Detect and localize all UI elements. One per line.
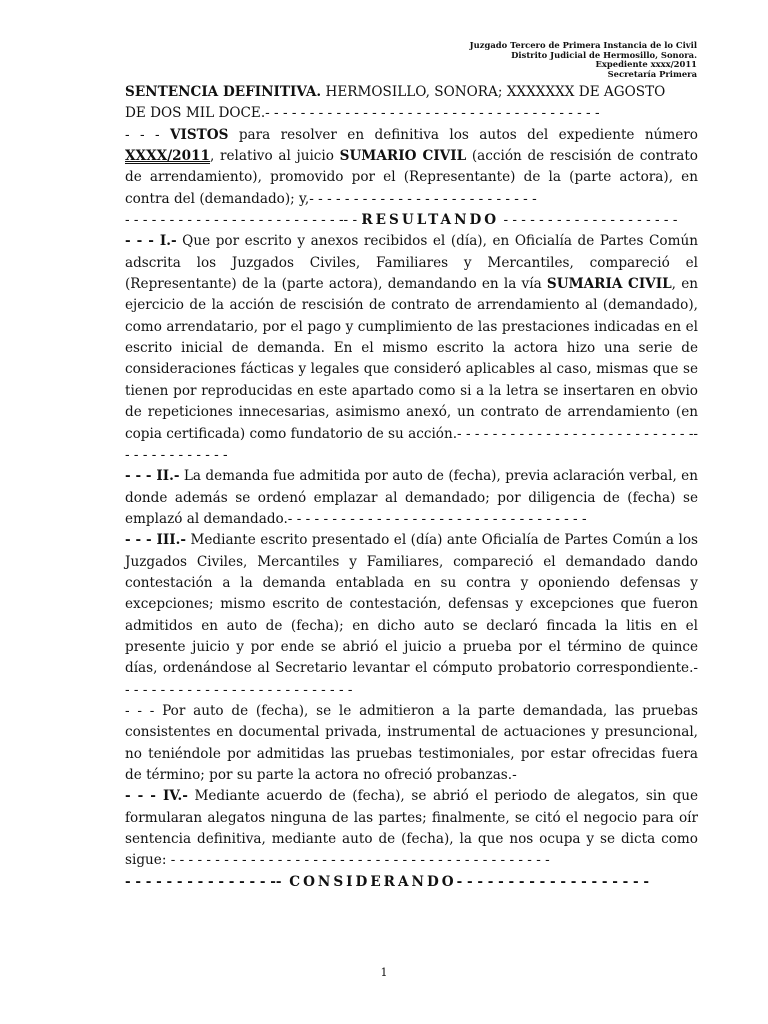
header-district: Distrito Judicial de Hermosillo, Sonora.: [511, 49, 697, 60]
paragraph-i-bold: SUMARIA CIVIL: [546, 276, 672, 293]
paragraph-ii-number: - - - II.-: [125, 468, 180, 485]
page-number: 1: [380, 966, 388, 979]
paragraph-auto: - - - Por auto de (fecha), se le admitieron a la parte demandada, las pruebas consistentes en documental privada, instrumental de actuaciones y presuncional, no teniéndole por admitidas las pruebas testimoniales, por estar ofrecidas fuera de término; por su parte la actora no ofreció probanzas.-: [125, 702, 698, 783]
paragraph-i-number: - - - I.-: [125, 233, 177, 250]
title-location-date: HERMOSILLO, SONORA; XXXXXXX DE AGOSTO: [321, 84, 666, 100]
paragraph-i-text: Que por escrito y anexos recibidos el (día), en Oficialía de Partes Común adscrita los Juzgados Civiles, Familiares y Mercantiles, compareció el (Representante) de la (parte actora), demandando en la vía: [125, 233, 698, 293]
case-paragraph: [125, 146, 698, 210]
considerando-heading: [125, 872, 698, 893]
case-type-bold: SUMARIO CIVIL: [339, 148, 467, 165]
paragraph-ii-text: La demanda fue admitida por auto de (fecha), previa aclaración verbal, en donde además se ordenó emplazar al demandado; por diligencia de (fecha) se emplazó al demandado.- - - - - - - - - - - - - - - - - - - - - - - - - - - - - - - - - -: [125, 468, 698, 527]
paragraph-iii-number: - - - III.-: [125, 532, 186, 549]
case-text-1: , relativo al juicio: [210, 148, 340, 165]
header-case-number: Expediente xxxx/2011: [595, 59, 697, 70]
paragraph-iv: [125, 786, 698, 871]
court-header: [470, 41, 697, 79]
considerando-trail: - - - - - - - - - - - - - - - - - - -: [456, 873, 649, 890]
considerando-title: CONSIDERANDO: [281, 873, 457, 890]
paragraph-iv-text: Mediante acuerdo de (fecha), se abrió el periodo de alegatos, sin que formularan alegatos ninguna de las partes; finalmente, se citó el negocio para oír sentencia definitiva, mediante auto de (fecha), la que nos ocupa y se dicta como sigue: - - - - - - - - - - - - - - - - - - - - - - - - - - - - - - - - - - - - - - - - - - -: [125, 788, 699, 869]
paragraph-iv-number: - - - IV.-: [125, 788, 188, 805]
paragraph-iii-text: Mediante escrito presentado el (día) ante Oficialía de Partes Común a los Juzgados Civiles, Mercantiles y Familiares, compareció el demandado dando contestación a la demanda entablada en su contra y oponiendo defensas y excepciones; mismo escrito de contestación, defensas y excepciones que fueron admitidos en auto de (fecha); en dicho auto se declaró fincada la litis en el presente juicio y por ende se abrió el juicio a prueba por el término de quince días, ordenándose al Secretario levantar el cómputo probatorio correspondiente.- - - - - - - - - - - - - - - - - - - - - - - - - - -: [125, 532, 698, 698]
paragraph-ii: [125, 466, 698, 530]
case-text-2: (acción de rescisión de contrato de arrendamiento), promovido por el (Representante) de la (parte actora), en contra del (demandado); y,- - - - - - - - - - - - - - - - - - - - - - - - - -: [125, 148, 698, 207]
title-line-2: DE DOS MIL DOCE.- - - - - - - - - - - - - - - - - - - - - - - - - - - - - - - - - - - - - -: [125, 105, 600, 122]
document-body: [125, 82, 698, 893]
considerando-dashes: - - - - - - - - - - - - - - --: [125, 873, 282, 890]
paragraph-iii: [125, 530, 698, 701]
sentence-title: [125, 82, 698, 103]
paragraph-i: [125, 231, 698, 466]
resultando-trail: - - - - - - - - - - - - - - - - - - - -: [499, 212, 678, 229]
case-number-bold: XXXX/2011: [125, 148, 210, 165]
vistos-dashes: - - -: [125, 126, 170, 143]
vistos-line: [125, 125, 698, 146]
resultando-title: RESULTANDO: [361, 212, 500, 229]
resultando-heading: [125, 210, 698, 231]
header-court: Juzgado Tercero de Primera Instancia de lo Civil: [469, 40, 697, 50]
vistos-bold: VISTOS: [169, 126, 229, 143]
header-secretariat: Secretaría Primera: [607, 68, 697, 79]
vistos-text: para resolver en definitiva los autos del expediente número: [228, 126, 698, 143]
title-bold: SENTENCIA DEFINITIVA.: [125, 84, 322, 100]
paragraph-i-text-2: , en ejercicio de la acción de rescisión de contrato de arrendamiento al (demandado), como arrendatario, por el pago y cumplimiento de las prestaciones indicadas en el escrito inicial de demanda. En el mismo escrito la actora hizo una serie de consideraciones fácticas y legales que consideró aplicables al caso, mismas que se tienen por reproducidas en este apartado como si a la letra se insertaren en obvio de repeticiones innecesarias, asimismo anexó, un contrato de arrendamiento (en copia certificada) como fundatorio de su acción.- - - - - - - - - - - - - - - - - - - - - - - - - - -- - - - - - - - - - - - -: [125, 276, 699, 463]
resultando-dashes: - - - - - - - - - - - - - - - - - - - - - - - - -- -: [125, 212, 362, 229]
